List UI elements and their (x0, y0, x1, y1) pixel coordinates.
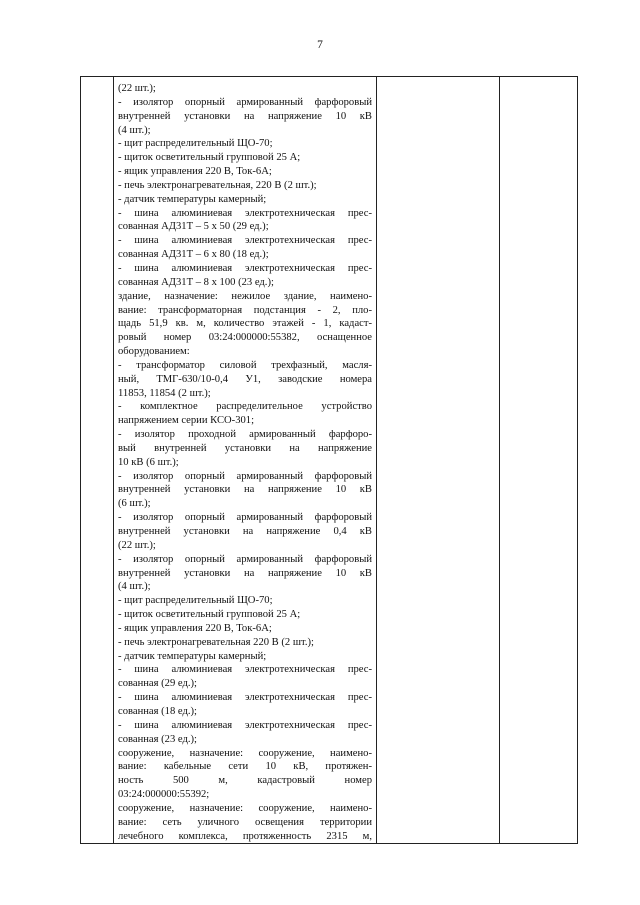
text-line: - ящик управления 220 В, Ток-6А; (118, 622, 272, 634)
text-line: внутренней установки на напряжение 10 кВ (118, 484, 372, 496)
text-line: - щит распределительный ЩО-70; (118, 595, 273, 607)
text-line: - ящик управления 220 В, Ток-6А; (118, 166, 272, 178)
text-line: лечебного комплекса, протяженность 2315 м, (118, 830, 372, 842)
text-line: (22 шт.); (118, 83, 156, 94)
text-line: - изолятор опорный армированный фарфоровый (118, 470, 372, 482)
text-line: ровый номер 03:24:000000:55382, оснащенное (118, 332, 372, 344)
text-line: сованная (29 ед.); (118, 678, 197, 690)
text-line: сованная (18 ед.); (118, 705, 197, 717)
text-line: внутренней установки на напряжение 10 кВ (118, 567, 372, 579)
text-line: - шина алюминиевая электротехническая прес- (118, 262, 372, 274)
text-line: - изолятор опорный армированный фарфоровый (118, 512, 372, 524)
text-line: сованная (23 ед.); (118, 733, 197, 745)
text-line: - изолятор проходной армированный фарфоро- (118, 429, 372, 441)
document-table (80, 76, 578, 844)
text-line: (4 шт.); (118, 581, 151, 593)
text-line: - датчик температуры камерный; (118, 193, 267, 205)
text-line: - шина алюминиевая электротехническая прес- (118, 664, 372, 676)
text-line: 03:24:000000:55392; (118, 789, 210, 801)
text-line: - датчик температуры камерный; (118, 650, 267, 662)
text-line: вание: трансформаторная подстанция - 2, пло- (118, 304, 372, 316)
text-line: сооружение, назначение: сооружение, наимено- (118, 802, 372, 814)
table-row (81, 77, 578, 844)
text-line: (4 шт.); (118, 124, 151, 136)
table-cell-empty (377, 77, 500, 844)
text-line: - щиток осветительный групповой 25 А; (118, 609, 301, 621)
text-line: - шина алюминиевая электротехническая прес- (118, 692, 372, 704)
text-line: сованная АД31Т – 8 х 100 (23 ед.); (118, 276, 274, 288)
text-line: напряжением серии КСО-301; (118, 415, 255, 427)
text-line: ный, ТМГ-630/10-0,4 У1, заводские номера (118, 373, 372, 385)
text-line: (22 шт.); (118, 539, 156, 551)
text-line: - шина алюминиевая электротехническая прес- (118, 235, 372, 247)
text-line: 10 кВ (6 шт.); (118, 456, 179, 468)
table-cell-empty (500, 77, 578, 844)
text-line: ность 500 м, кадастровый номер (118, 775, 372, 787)
text-line: щадь 51,9 кв. м, количество этажей - 1, кадаст- (118, 318, 372, 330)
text-line: здание, назначение: нежилое здание, наимено- (118, 290, 372, 302)
text-line: внутренней установки на напряжение 10 кВ (118, 110, 372, 122)
text-line: (6 шт.); (118, 498, 151, 510)
text-line: - шина алюминиевая электротехническая прес- (118, 207, 372, 219)
text-line: вание: кабельные сети 10 кВ, протяжен- (118, 761, 372, 773)
text-line: - трансформатор силовой трехфазный, масля- (118, 359, 372, 371)
text-line: - комплектное распределительное устройство (118, 401, 372, 413)
text-line: сованная АД31Т – 6 х 80 (18 ед.); (118, 249, 269, 261)
text-line: - печь электронагревательная 220 В (2 шт.); (118, 636, 314, 648)
text-line: вый внутренней установки на напряжение (118, 442, 372, 454)
table-cell-index (81, 77, 114, 844)
text-line: сооружение, назначение: сооружение, наимено- (118, 747, 372, 759)
text-line: - изолятор опорный армированный фарфоровый (118, 96, 372, 108)
text-line: вание: сеть уличного освещения территории (118, 816, 372, 828)
page-number: 7 (317, 39, 323, 51)
text-line: - печь электронагревательная, 220 В (2 шт.); (118, 179, 317, 191)
table-cell-description (114, 77, 377, 844)
description-lines (118, 82, 372, 843)
text-line: - щит распределительный ЩО-70; (118, 138, 273, 150)
text-line: сованная АД31Т – 5 х 50 (29 ед.); (118, 221, 269, 233)
text-line: 11853, 11854 (2 шт.); (118, 387, 211, 399)
text-line: оборудованием: (118, 346, 190, 358)
text-line: - шина алюминиевая электротехническая прес- (118, 719, 372, 731)
text-line: - изолятор опорный армированный фарфоровый (118, 553, 372, 565)
text-line: внутренней установки на напряжение 0,4 кВ (118, 526, 372, 537)
text-line: - щиток осветительный групповой 25 А; (118, 152, 301, 164)
